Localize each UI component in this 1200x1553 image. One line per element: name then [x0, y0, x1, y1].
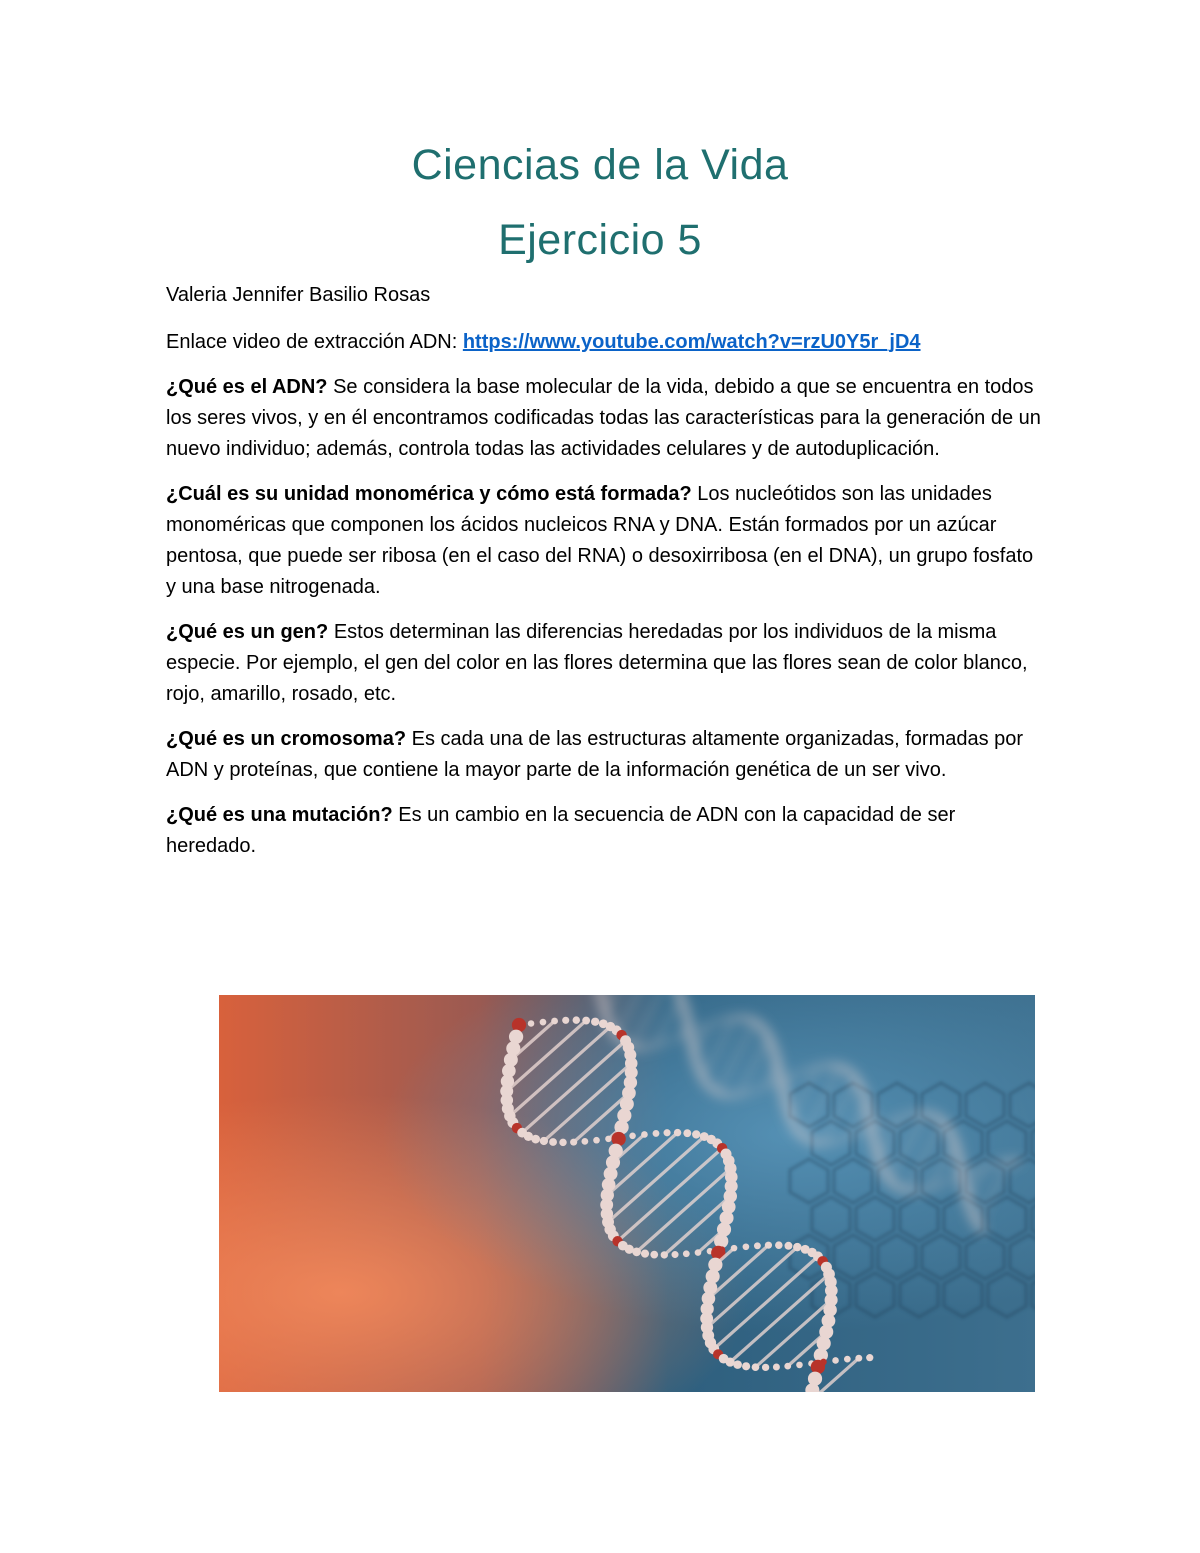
video-link-paragraph [166, 327, 1046, 358]
document-body [166, 280, 1046, 876]
question-text: ¿Qué es el ADN? [166, 376, 328, 398]
answer-text: Los nucleótidos son las unidades monoméricas que componen los ácidos nucleicos RNA y DNA. Están formados por un azúcar pentosa, que puede ser ribosa (en el caso del RNA) o desoxirribosa (en el DNA), un grupo fosfato y una base nitrogenada. [166, 483, 1034, 598]
question-text: ¿Qué es un gen? [166, 621, 329, 643]
video-link[interactable]: https://www.youtube.com/watch?v=rzU0Y5r_jD4 [462, 331, 921, 353]
answer-text: Estos determinan las diferencias heredadas por los individuos de la misma especie. Por ejemplo, el gen del color en las flores determina que las flores sean de color blanco, rojo, amarillo, rosado, etc. [166, 621, 1028, 705]
qa-item-gene [166, 617, 1046, 710]
question-text: ¿Qué es una mutación? [166, 804, 393, 826]
dna-helix-icon [219, 995, 1035, 1392]
answer-text: Se considera la base molecular de la vida, debido a que se encuentra en todos los seres vivos, y en él encontramos codificadas todas las características para la generación de un nuevo individuo; además, controla todas las actividades celulares y de autoduplicación. [166, 376, 1041, 460]
question-text: ¿Cuál es su unidad monomérica y cómo está formada? [166, 483, 692, 505]
question-text: ¿Qué es un cromosoma? [166, 728, 407, 750]
answer-text: Es un cambio en la secuencia de ADN con la capacidad de ser heredado. [166, 804, 956, 857]
author-name: Valeria Jennifer Basilio Rosas [166, 284, 431, 306]
qa-item-mutation [166, 800, 1046, 862]
answer-text: Es cada una de las estructuras altamente organizadas, formadas por ADN y proteínas, que contiene la mayor parte de la información genética de un ser vivo. [166, 728, 1024, 781]
qa-item-monomer [166, 479, 1046, 603]
qa-item-adn [166, 372, 1046, 465]
page-subtitle: Ejercicio 5 [498, 216, 702, 264]
qa-item-chromosome [166, 724, 1046, 786]
page-title: Ciencias de la Vida [411, 141, 789, 189]
title-block [0, 135, 1200, 270]
video-link-label: Enlace video de extracción ADN: [166, 331, 458, 353]
dna-image [219, 995, 1035, 1392]
